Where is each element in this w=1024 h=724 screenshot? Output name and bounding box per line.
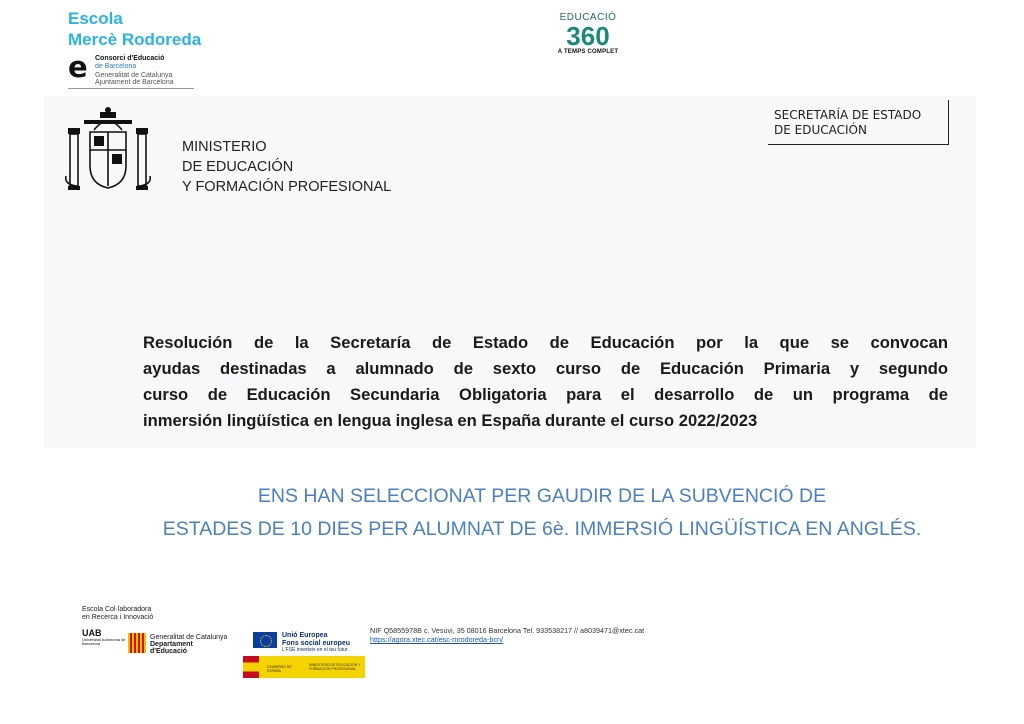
collab-line2: en Recerca i Innovació (82, 614, 154, 621)
gencat-line3: d'Educació (150, 648, 188, 655)
educacio-360-logo (553, 12, 623, 55)
uab-text: UAB (82, 628, 102, 638)
consorci-e-icon: e (68, 50, 88, 84)
senyera-icon (128, 633, 146, 653)
consorci-line1: Consorci d'Educació (95, 55, 165, 62)
spain-shield-icon (243, 656, 259, 678)
resolution-line4: inmersión lingüística en lengua inglesa en España durante el curso 2022/2023 (143, 411, 758, 430)
gencat-logo (128, 632, 236, 656)
secretaria-box (768, 100, 949, 145)
eu-line2: Fons social europeu (282, 640, 351, 647)
eu-line1: Unió Europea (282, 632, 328, 639)
gobierno-logo (243, 656, 365, 678)
ministry-line1: MINISTERIO (182, 139, 267, 155)
consorci-logo (68, 50, 194, 89)
ministry-name (182, 137, 391, 197)
consorci-line4: Ajuntament de Barcelona (95, 79, 174, 86)
school-name-line1: Escola (68, 9, 123, 28)
uab-logo (82, 628, 126, 646)
contact-address: NIF Q5855978B c. Vesuvi, 35 08016 Barcelona Tel. 933538217 // a8039471@xtec.cat (370, 626, 645, 635)
secretaria-line2: DE EDUCACIÓN (774, 123, 867, 137)
edu360-number: 360 (566, 21, 610, 51)
resolution-line3: curso de Educación Secundaria Obligatoria para el desarrollo de un programa de (143, 385, 948, 404)
school-name-line2: Mercè Rodoreda (68, 30, 202, 49)
collab-line1: Escola Col·laboradora (82, 606, 152, 613)
gob-left: GOBIERNO DE ESPAÑA (267, 665, 292, 673)
eu-line3: L'FSE inverteix en el teu futur (282, 647, 348, 653)
resolution-line1: Resolución de la Secretaría de Estado de Educación por la que se convocan (143, 333, 948, 352)
edu360-bottom: A TEMPS COMPLET (557, 49, 619, 55)
ministry-line2: DE EDUCACIÓN (182, 159, 294, 175)
collab-label (82, 606, 153, 622)
resolution-title (143, 330, 948, 434)
resolution-line2: ayudas destinadas a alumnado de sexto curso de Educación Primaria y segundo (143, 359, 948, 378)
ministry-line3: Y FORMACIÓN PROFESIONAL (182, 179, 392, 195)
edu360-top: EDUCACIÓ (559, 12, 617, 23)
announcement-line1: ENS HAN SELECCIONAT PER GAUDIR DE LA SUBVENCIÓ DE (257, 485, 827, 507)
uab-subtitle: Universitat Autònoma de Barcelona (82, 637, 126, 646)
consorci-line2: de Barcelona (95, 63, 137, 70)
gencat-line2: Departament (150, 641, 193, 648)
school-website-link[interactable]: https://agora.xtec.cat/esc-mrodoreda-bcn/ (370, 635, 504, 644)
gob-right: MINISTERIO DE EDUCACIÓN Y FORMACIÓN PROFESIONAL (309, 663, 361, 671)
school-name (68, 8, 201, 50)
announcement-line2: ESTADES DE 10 DIES PER ALUMNAT DE 6è. IMMERSIÓ LINGÜÍSTICA EN ANGLÉS. (162, 518, 922, 540)
coat-of-arms-icon (62, 106, 154, 196)
secretaria-line1: SECRETARÍA DE ESTADO (774, 108, 922, 122)
contact-info (370, 626, 644, 644)
gencat-line1: Generalitat de Catalunya (150, 634, 228, 641)
consorci-line3: Generalitat de Catalunya (95, 72, 173, 79)
eu-flag-icon (253, 632, 277, 648)
eu-logo (253, 632, 363, 652)
